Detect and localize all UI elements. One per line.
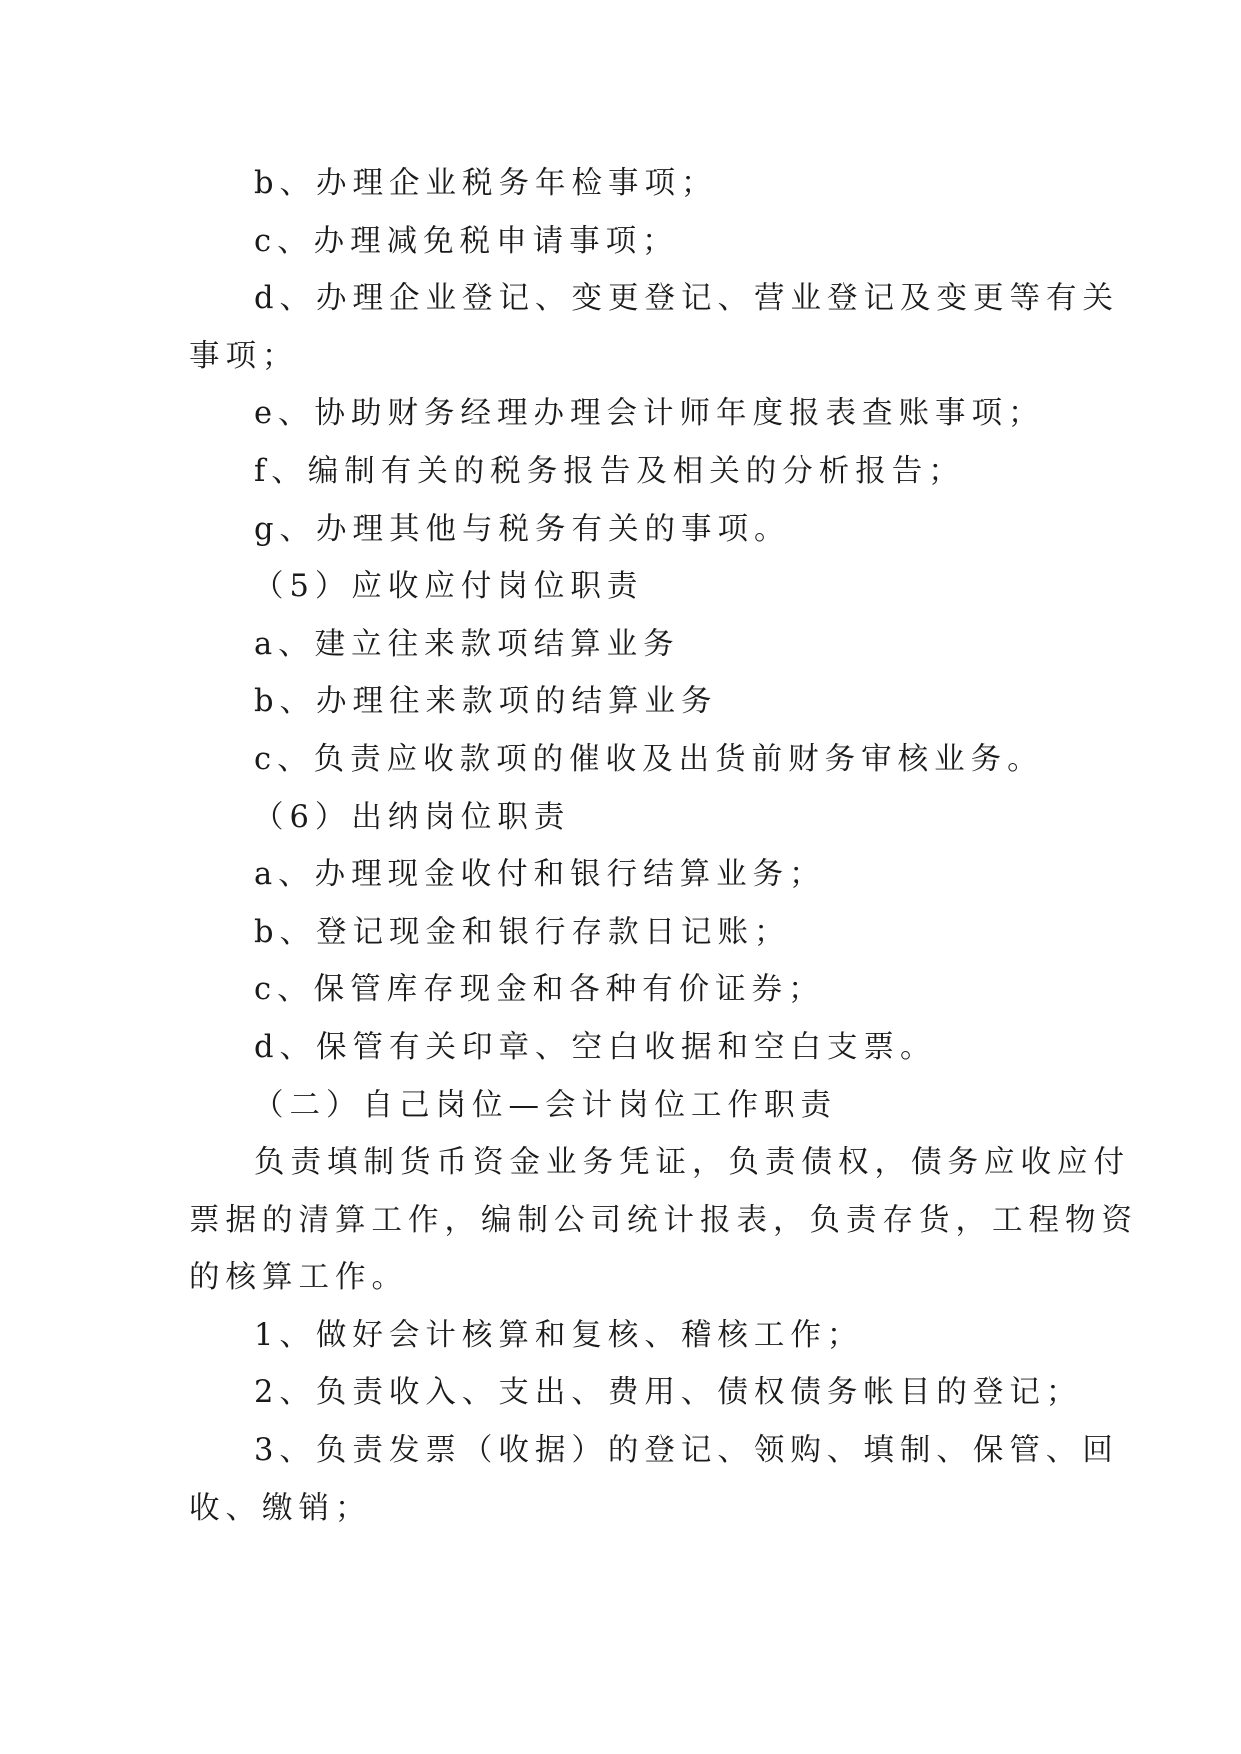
text-line: 的核算工作。 xyxy=(189,1260,408,1296)
text-line: a、办理现金收付和银行结算业务； xyxy=(254,857,826,893)
text-line: f、编制有关的税务报告及相关的分析报告； xyxy=(254,453,965,489)
text-line: d、办理企业登记、变更登记、营业登记及变更等有关 xyxy=(254,281,1120,317)
text-line: e、协助财务经理办理会计师年度报表查账事项； xyxy=(254,396,1045,432)
section-heading: （5）应收应付岗位职责 xyxy=(253,569,644,605)
text-line: g、办理其他与税务有关的事项。 xyxy=(254,511,791,547)
text-line: 收、缴销； xyxy=(189,1490,372,1526)
text-line: 负责填制货币资金业务凭证，负责债权，债务应收应付 xyxy=(254,1145,1130,1181)
text-line: c、负责应收款项的催收及出货前财务审核业务。 xyxy=(254,741,1044,777)
text-line: a、建立往来款项结算业务 xyxy=(254,626,680,662)
text-line: 2、负责收入、支出、费用、债权债务帐目的登记； xyxy=(254,1375,1083,1411)
section-heading: （6）出纳岗位职责 xyxy=(253,799,571,835)
text-line: 票据的清算工作，编制公司统计报表，负责存货，工程物资 xyxy=(189,1202,1138,1238)
text-line: b、登记现金和银行存款日记账； xyxy=(254,914,791,950)
text-line: b、办理企业税务年检事项； xyxy=(254,166,718,201)
section-heading: （二）自己岗位—会计岗位工作职责 xyxy=(253,1087,837,1123)
text-line: d、保管有关印章、空白收据和空白支票。 xyxy=(254,1029,937,1065)
text-line: 事项； xyxy=(189,338,299,374)
document-body xyxy=(189,155,1138,1537)
text-line: 1、做好会计核算和复核、稽核工作； xyxy=(254,1317,864,1353)
text-line: 3、负责发票（收据）的登记、领购、填制、保管、回 xyxy=(254,1433,1119,1469)
text-line: b、办理往来款项的结算业务 xyxy=(254,684,718,720)
text-line: c、保管库存现金和各种有价证券； xyxy=(254,972,825,1008)
text-line: c、办理减免税申请事项； xyxy=(254,223,679,259)
